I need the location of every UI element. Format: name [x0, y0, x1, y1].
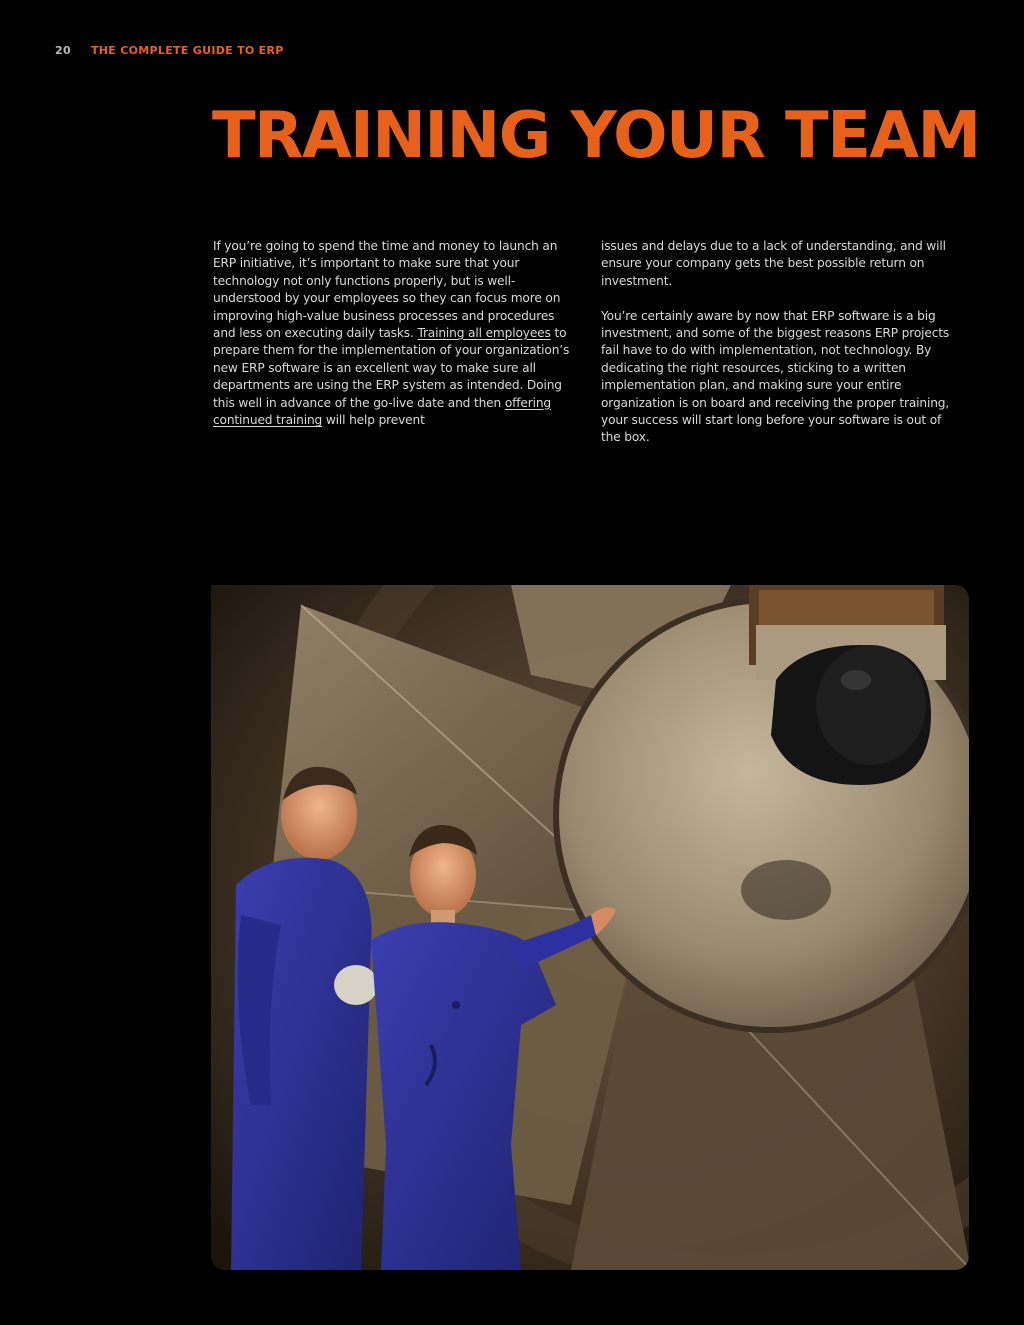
body-paragraph: issues and delays due to a lack of understanding, and will ensure your company gets the best possible return on investment. — [601, 239, 946, 288]
page-title: TRAINING YOUR TEAM — [212, 99, 980, 173]
workers-photo — [211, 585, 969, 1270]
body-text: will help prevent — [322, 413, 425, 428]
page-header — [55, 44, 284, 57]
continued-training-link[interactable]: offering continued training — [213, 395, 552, 428]
body-column-right — [601, 238, 961, 464]
page-number: 20 — [55, 44, 71, 57]
guide-title: THE COMPLETE GUIDE TO ERP — [91, 44, 284, 57]
body-column-left — [213, 238, 573, 447]
photo-illustration — [211, 585, 969, 1270]
body-text: to prepare them for the implementation of your organization’s new ERP software is an excellent way to make sure all departments are using the ERP system as intended. Doing this well in advance of the go-live date and then — [213, 326, 570, 410]
body-paragraph: You’re certainly aware by now that ERP software is a big investment, and some of the biggest reasons ERP projects fail have to do with implementation, not technology. By dedicating the right resources, sticking to a written implementation plan, and making sure your entire organization is on board and receiving the proper training, your success will start long before your software is out of the box. — [601, 308, 950, 445]
training-employees-link[interactable]: Training all employees — [417, 326, 551, 341]
body-text: If you’re going to spend the time and money to launch an ERP initiative, it’s important to make sure that your technology not only functions properly, but is well-understood by your employees so they can focus more on improving high-value business processes and procedures and less on executing daily tasks. — [213, 239, 561, 341]
body-paragraph — [213, 238, 573, 429]
